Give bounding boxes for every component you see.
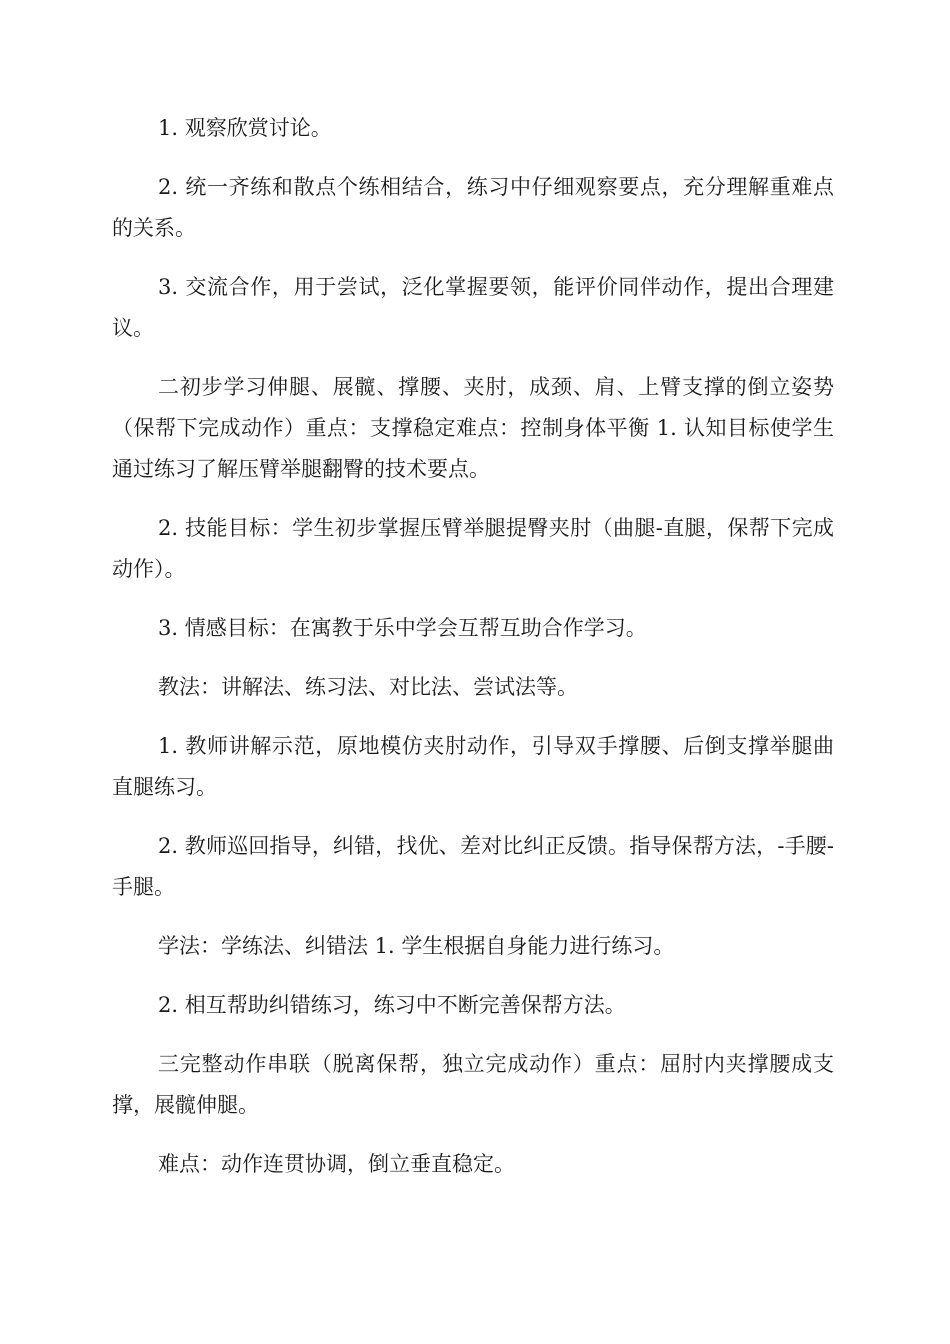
paragraph-13: 难点：动作连贯协调，倒立垂直稳定。 — [158, 1152, 515, 1176]
paragraph-5: 2. 技能目标：学生初步掌握压臂举腿提臀夹肘（曲腿-直腿，保帮下完成动作）。 — [112, 516, 834, 581]
paragraph-6: 3. 情感目标：在寓教于乐中学会互帮互助合作学习。 — [158, 616, 647, 640]
paragraph-4: 二初步学习伸腿、展髋、撑腰、夹肘，成颈、肩、上臂支撑的倒立姿势（保帮下完成动作）重点：支撑稳定难点：控制身体平衡 1. 认知目标使学生通过练习了解压臂举腿翻臀的技术要点。 — [112, 375, 834, 481]
paragraph-8: 1. 教师讲解示范，原地模仿夹肘动作，引导双手撑腰、后倒支撑举腿曲直腿练习。 — [112, 734, 834, 799]
paragraph-11: 2. 相互帮助纠错练习，练习中不断完善保帮方法。 — [158, 993, 626, 1017]
paragraph-12: 三完整动作串联（脱离保帮，独立完成动作）重点：屈肘内夹撑腰成支撑，展髋伸腿。 — [112, 1052, 834, 1117]
paragraph-10: 学法：学练法、纠错法 1. 学生根据自身能力进行练习。 — [158, 934, 675, 958]
paragraph-1: 1. 观察欣赏讨论。 — [158, 116, 332, 140]
paragraph-2: 2. 统一齐练和散点个练相结合，练习中仔细观察要点，充分理解重难点的关系。 — [112, 175, 834, 240]
paragraph-3: 3. 交流合作，用于尝试，泛化掌握要领，能评价同伴动作，提出合理建议。 — [112, 275, 834, 340]
paragraph-9: 2. 教师巡回指导，纠错，找优、差对比纠正反馈。指导保帮方法，-手腰-手腿。 — [112, 834, 834, 899]
paragraph-7: 教法：讲解法、练习法、对比法、尝试法等。 — [158, 675, 578, 699]
document-body — [112, 108, 834, 1203]
